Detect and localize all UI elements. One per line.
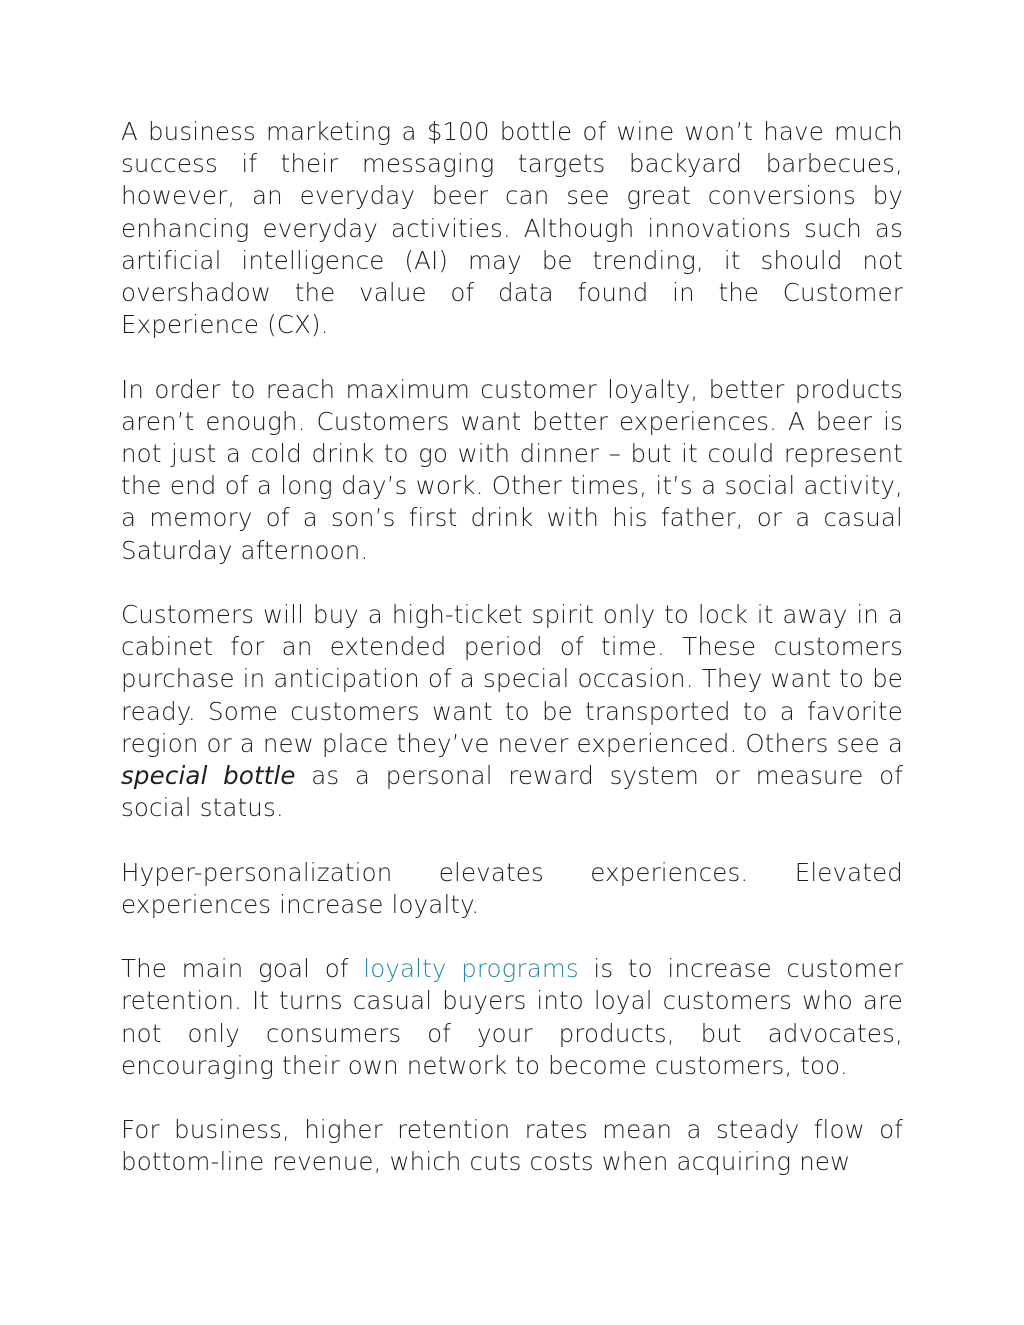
paragraph-text-segment: The main goal of: [121, 954, 364, 984]
paragraph-text-segment: as a personal reward system or measure of social status.: [121, 761, 903, 823]
paragraph-text-segment: is to increase customer retention. It turns casual buyers into loyal customers who are not only consumers of your products, but advocates, encouraging their own network to become customers, too.: [121, 954, 903, 1080]
paragraph-loyalty-programs: [121, 953, 903, 1082]
paragraph-text-segment: Customers will buy a high-ticket spirit only to lock it away in a cabinet for an extended period of time. These customers purchase in anticipation of a special occasion. They want to be ready. Some customers want to be transported to a favorite region or a new place they’ve never experienced. Others see a: [121, 600, 903, 758]
special-bottle-emphasis: special bottle: [121, 761, 296, 791]
paragraph-retention-rates: For business, higher retention rates mean a steady flow of bottom-line revenue, which cuts costs when acquiring new: [121, 1115, 903, 1177]
document-page: [121, 116, 903, 1179]
paragraph-wine-marketing: A business marketing a $100 bottle of wine won’t have much success if their messaging targets backyard barbecues, however, an everyday beer can see great conversions by enhancing everyday activities. Although innovations such as artificial intelligence (AI) may be trending, it should not overshadow the value of data found in the Customer Experience (CX).: [121, 117, 903, 340]
paragraph-high-ticket-spirit: [121, 599, 903, 824]
paragraph-hyper-personalization: Hyper-personalization elevates experiences. Elevated experiences increase loyalty.: [121, 857, 903, 919]
paragraph-customer-loyalty: In order to reach maximum customer loyalty, better products aren’t enough. Customers want better experiences. A beer is not just a cold drink to go with dinner – but it could represent the end of a long day’s work. Other times, it’s a social activity, a memory of a son’s first drink with his father, or a casual Saturday afternoon.: [121, 374, 903, 565]
loyalty-programs-link[interactable]: loyalty programs: [363, 954, 579, 984]
